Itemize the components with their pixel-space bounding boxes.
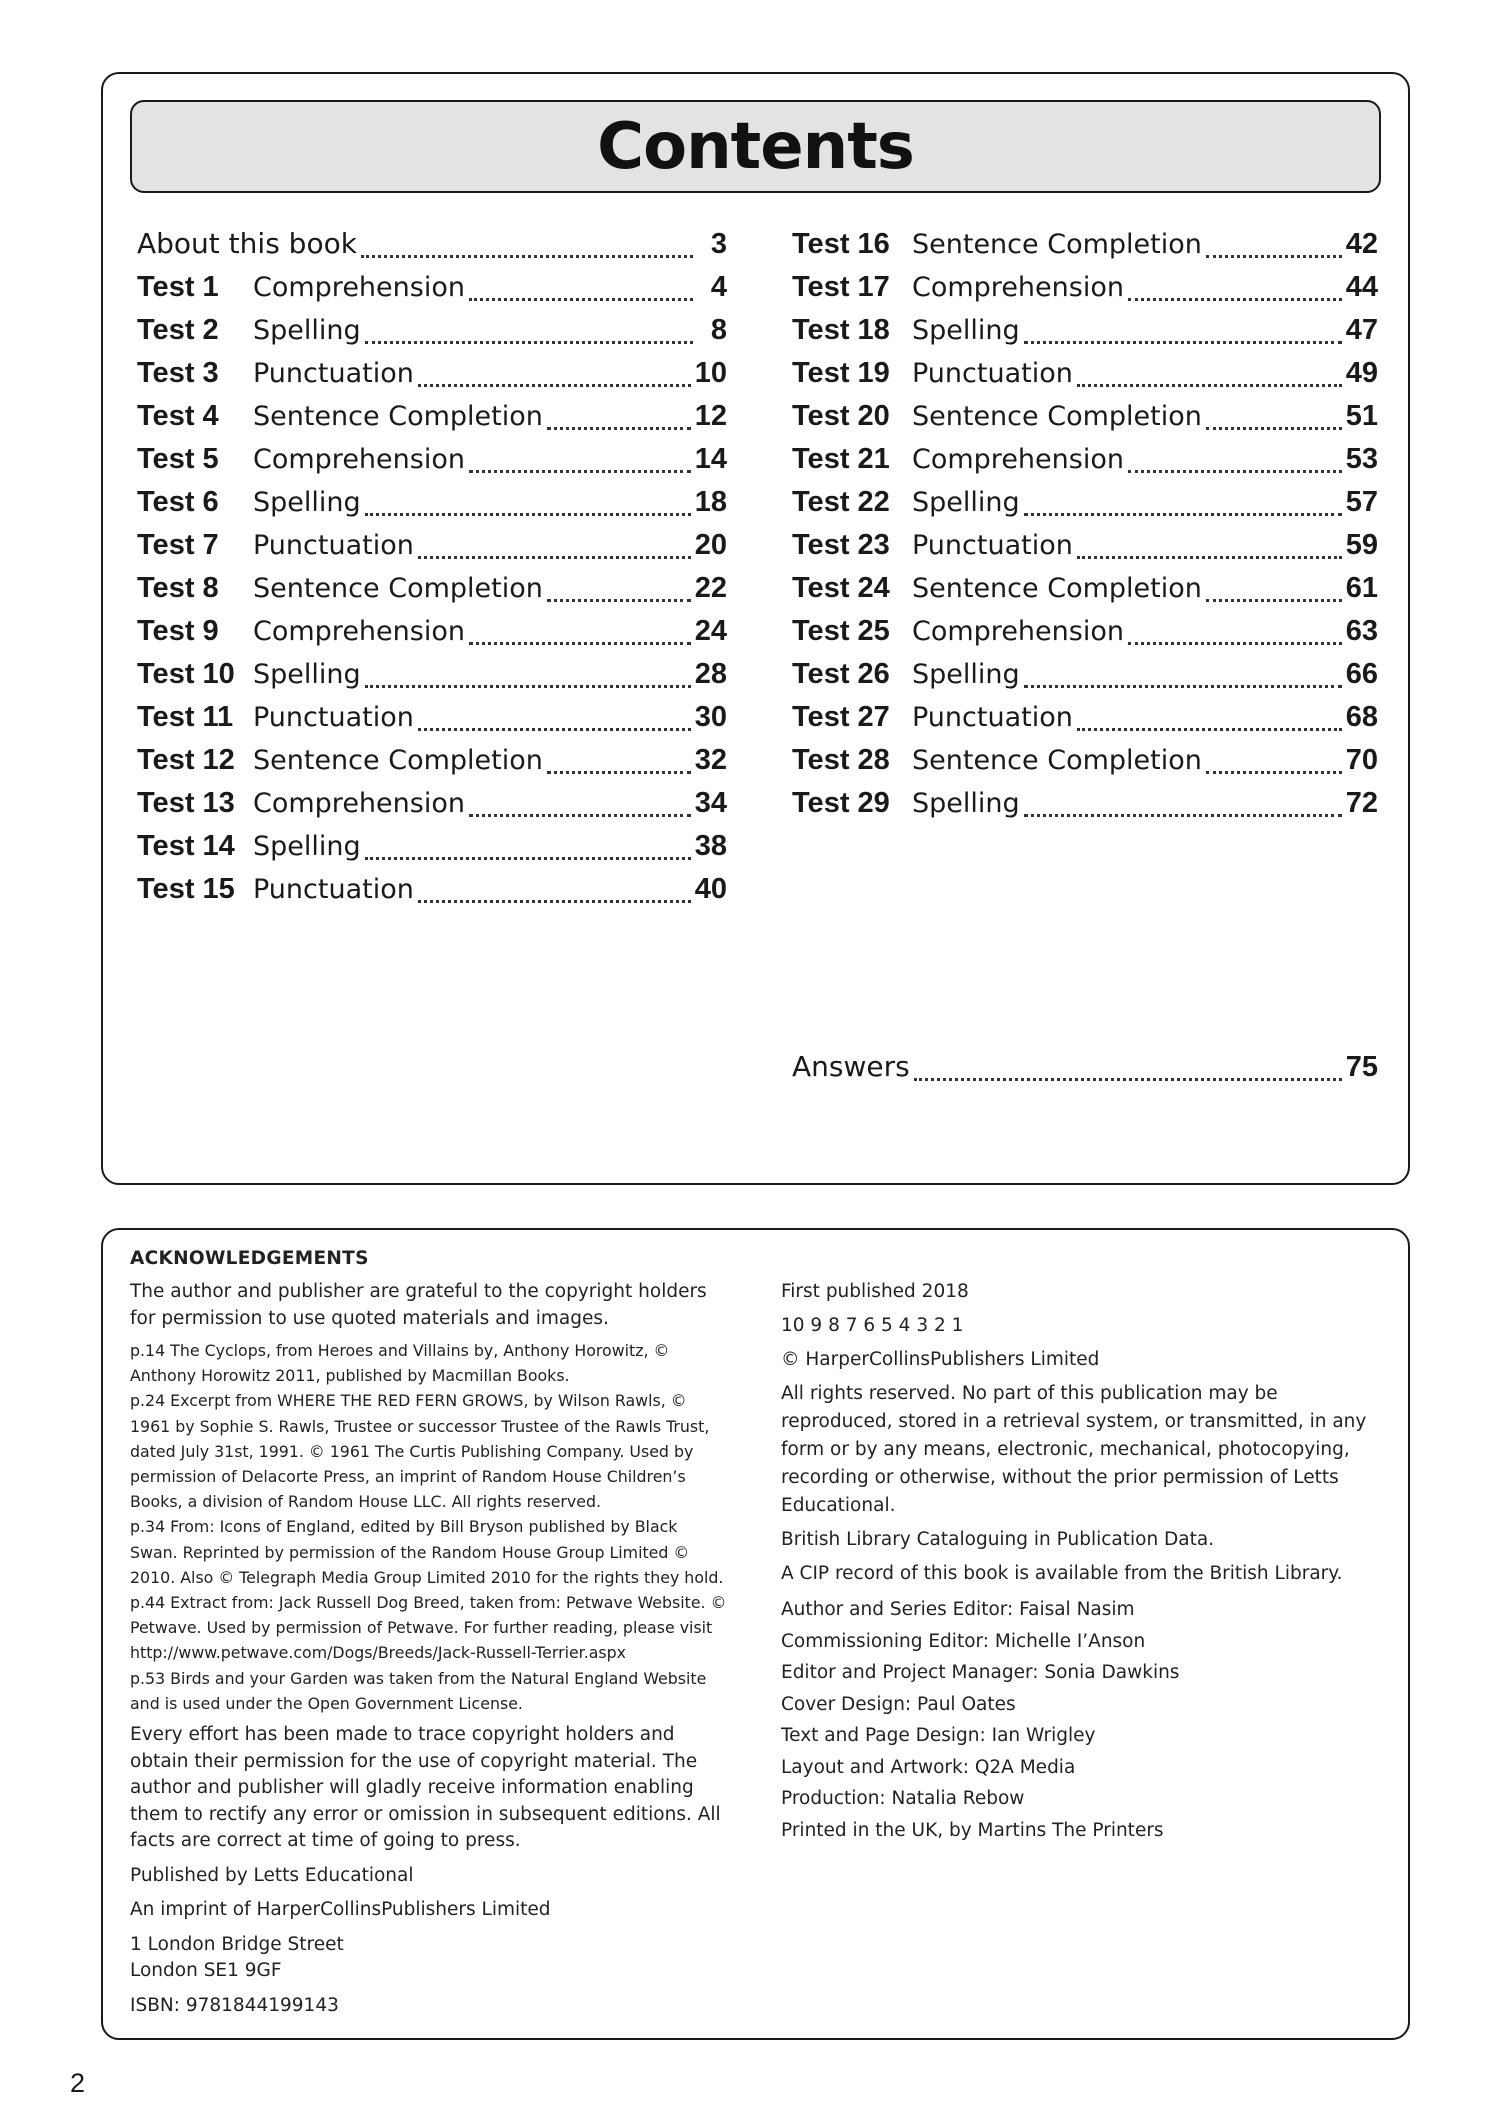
toc-item[interactable] [137, 869, 727, 909]
toc-test-number: Test 20 [792, 400, 890, 432]
toc-page-number: 3 [710, 228, 727, 260]
toc-leader-dots [469, 469, 691, 473]
toc-test-title: Comprehension [253, 788, 465, 819]
toc-page-number: 22 [694, 572, 727, 604]
toc-test-title: Comprehension [253, 444, 465, 475]
toc-leader-dots [547, 770, 691, 774]
first-published: First published 2018 [781, 1281, 969, 1302]
toc-item[interactable] [792, 568, 1378, 608]
toc-test-title: Punctuation [912, 702, 1073, 733]
acknowledgements-heading: ACKNOWLEDGEMENTS [130, 1248, 369, 1269]
toc-test-number: Test 21 [792, 443, 890, 475]
toc-item[interactable] [137, 826, 727, 866]
toc-page-number: 30 [694, 701, 727, 733]
toc-test-title: Punctuation [253, 874, 414, 905]
credit-item: p.24 Excerpt from WHERE THE RED FERN GROWS, by Wilson Rawls, © 1961 by Sophie S. Rawls, Trustee or successor Trustee of the Rawls Trust, dated July 31st, 1991. © 1961 The Curtis Publishing Company. Used by permission of Delacorte Press, an imprint of Random House Children’s Books, a division of Random House LLC. All rights reserved. [130, 1391, 710, 1512]
toc-test-number: Test 27 [792, 701, 890, 733]
toc-leader-dots [1077, 383, 1342, 387]
toc-item[interactable] [137, 267, 727, 307]
toc-test-number: Test 11 [137, 701, 234, 733]
toc-test-title: Spelling [912, 487, 1020, 518]
production-credit-line: Printed in the UK, by Martins The Printers [781, 1819, 1164, 1841]
production-credit-line: Cover Design: Paul Oates [781, 1693, 1016, 1715]
toc-test-number: Test 24 [792, 572, 890, 604]
toc-page-number: 32 [694, 744, 727, 776]
toc-test-title: Sentence Completion [253, 573, 543, 604]
toc-test-title: Comprehension [253, 616, 465, 647]
toc-test-number: Test 1 [137, 271, 219, 303]
credit-item: p.34 From: Icons of England, edited by Bill Bryson published by Black Swan. Reprinted by permission of the Random House Group Limited © 2010. Also © Telegraph Media Group Limited 2010 for the rights they hold. [130, 1517, 724, 1587]
toc-leader-dots [418, 727, 691, 731]
toc-item[interactable] [137, 482, 727, 522]
toc-page-number: 24 [694, 615, 727, 647]
toc-test-title: Punctuation [912, 358, 1073, 389]
toc-page-number: 40 [694, 873, 727, 905]
cataloguing-line: British Library Cataloguing in Publication Data. [781, 1529, 1215, 1550]
toc-test-number: Test 23 [792, 529, 890, 561]
isbn: ISBN: 9781844199143 [130, 1994, 339, 2016]
toc-leader-dots [547, 598, 691, 602]
toc-leader-dots [365, 340, 693, 344]
toc-leader-dots [365, 856, 691, 860]
toc-test-number: Test 19 [792, 357, 890, 389]
toc-item[interactable] [792, 310, 1378, 350]
toc-item[interactable] [137, 783, 727, 823]
toc-test-number: Test 4 [137, 400, 219, 432]
toc-test-title: Comprehension [912, 272, 1124, 303]
toc-leader-dots [1024, 684, 1342, 688]
effort-statement: Every effort has been made to trace copyright holders and obtain their permission for the use of copyright material. The author and publisher will gladly receive information enabling them to rectify any error or omission in subsequent editions. All facts are correct at time of going to press. [130, 1724, 721, 1852]
toc-leader-dots [361, 254, 693, 258]
toc-test-title: Punctuation [912, 530, 1073, 561]
toc-test-number: Test 13 [137, 787, 235, 819]
toc-item[interactable] [792, 396, 1378, 436]
toc-test-title: Sentence Completion [253, 745, 543, 776]
toc-page-number: 72 [1345, 787, 1378, 819]
toc-test-title: Spelling [253, 659, 361, 690]
imprint: An imprint of HarperCollinsPublishers Limited [130, 1899, 551, 1921]
production-credits [781, 1594, 1381, 1846]
toc-page-number: 12 [694, 400, 727, 432]
print-line: 10 9 8 7 6 5 4 3 2 1 [781, 1315, 964, 1336]
toc-test-number: Test 12 [137, 744, 235, 776]
toc-leader-dots [1077, 727, 1342, 731]
acknowledgements-left-column [130, 1248, 730, 2019]
credit-item: p.14 The Cyclops, from Heroes and Villains by, Anthony Horowitz, © Anthony Horowitz 2011, published by Macmillan Books. [130, 1341, 670, 1386]
acknowledgements-right-column [781, 1278, 1381, 1846]
toc-page-number: 53 [1345, 443, 1378, 475]
toc-test-number: Test 10 [137, 658, 235, 690]
toc-leader-dots [1024, 813, 1342, 817]
toc-page-number: 47 [1345, 314, 1378, 346]
toc-leader-dots [469, 813, 691, 817]
toc-item[interactable] [792, 482, 1378, 522]
toc-test-title: Sentence Completion [912, 573, 1202, 604]
toc-leader-dots [547, 426, 691, 430]
toc-item[interactable] [792, 224, 1378, 264]
toc-page-number: 59 [1345, 529, 1378, 561]
toc-test-title: Spelling [912, 659, 1020, 690]
page-title: Contents [597, 109, 914, 184]
toc-leader-dots [1024, 340, 1342, 344]
toc-leader-dots [365, 684, 691, 688]
toc-page-number: 57 [1345, 486, 1378, 518]
toc-item[interactable] [792, 611, 1378, 651]
toc-page-number: 61 [1345, 572, 1378, 604]
toc-item[interactable] [792, 783, 1378, 823]
toc-leader-dots [469, 641, 691, 645]
toc-test-number: Test 29 [792, 787, 890, 819]
toc-test-number: Test 16 [792, 228, 890, 260]
toc-item[interactable] [137, 396, 727, 436]
rights-statement: All rights reserved. No part of this publication may be reproduced, stored in a retrieval system, or transmitted, in any form or by any means, electronic, mechanical, photocopying, recording or otherwise, without the prior permission of Letts Educational. [781, 1383, 1367, 1516]
toc-item-answers[interactable] [792, 1047, 1378, 1087]
published-by: Published by Letts Educational [130, 1864, 414, 1886]
toc-item-about[interactable] [137, 224, 727, 264]
toc-test-title: Spelling [912, 315, 1020, 346]
toc-item-label: About this book [137, 227, 357, 260]
toc-test-title: Punctuation [253, 530, 414, 561]
copyright-line: © HarperCollinsPublishers Limited [781, 1349, 1100, 1370]
toc-page-number: 8 [710, 314, 727, 346]
toc-item[interactable] [137, 611, 727, 651]
toc-test-title: Sentence Completion [912, 401, 1202, 432]
acknowledgements-panel [101, 1228, 1410, 2040]
toc-item[interactable] [792, 267, 1378, 307]
toc-item[interactable] [137, 697, 727, 737]
toc-test-number: Test 17 [792, 271, 890, 303]
toc-item[interactable] [137, 740, 727, 780]
toc-page-number: 18 [694, 486, 727, 518]
toc-page-number: 34 [694, 787, 727, 819]
toc-leader-dots [469, 297, 693, 301]
toc-test-number: Test 3 [137, 357, 219, 389]
toc-page-number: 20 [694, 529, 727, 561]
toc-test-title: Sentence Completion [912, 229, 1202, 260]
toc-item[interactable] [792, 353, 1378, 393]
toc-page-number: 70 [1345, 744, 1378, 776]
toc-leader-dots [1024, 512, 1342, 516]
toc-test-number: Test 26 [792, 658, 890, 690]
toc-test-number: Test 25 [792, 615, 890, 647]
toc-test-number: Test 22 [792, 486, 890, 518]
toc-page-number: 44 [1345, 271, 1378, 303]
credit-item: p.44 Extract from: Jack Russell Dog Breed, taken from: Petwave Website. © Petwave. Used by permission of Petwave. For further reading, please visit http://www.petwave.com/Dogs/Breeds/Jack-Russell-Terrier.aspx [130, 1593, 727, 1663]
toc-item[interactable] [137, 568, 727, 608]
toc-item[interactable] [792, 740, 1378, 780]
toc-page-number: 38 [694, 830, 727, 862]
toc-item[interactable] [792, 654, 1378, 694]
toc-test-title: Comprehension [912, 616, 1124, 647]
toc-test-number: Test 2 [137, 314, 219, 346]
toc-test-title: Punctuation [253, 358, 414, 389]
toc-test-number: Test 28 [792, 744, 890, 776]
page-number: 2 [70, 2068, 86, 2098]
toc-leader-dots [418, 555, 691, 559]
toc-page-number: 75 [1345, 1051, 1378, 1083]
production-credit-line: Author and Series Editor: Faisal Nasim [781, 1599, 1135, 1620]
address-line: London SE1 9GF [130, 1960, 282, 1982]
toc-leader-dots [1206, 598, 1342, 602]
toc-test-title: Spelling [912, 788, 1020, 819]
toc-test-number: Test 8 [137, 572, 219, 604]
toc-leader-dots [1206, 426, 1342, 430]
toc-test-title: Spelling [253, 315, 361, 346]
toc-leader-dots [365, 512, 691, 516]
toc-test-number: Test 15 [137, 873, 235, 905]
toc-test-title: Comprehension [253, 272, 465, 303]
toc-leader-dots [1077, 555, 1342, 559]
toc-leader-dots [418, 383, 691, 387]
toc-item[interactable] [137, 439, 727, 479]
toc-page-number: 63 [1345, 615, 1378, 647]
toc-test-number: Test 9 [137, 615, 219, 647]
toc-page-number: 28 [694, 658, 727, 690]
toc-test-title: Sentence Completion [253, 401, 543, 432]
cip-line: A CIP record of this book is available from the British Library. [781, 1563, 1343, 1584]
production-credit-line: Layout and Artwork: Q2A Media [781, 1756, 1076, 1778]
production-credit-line: Editor and Project Manager: Sonia Dawkins [781, 1662, 1180, 1683]
toc-leader-dots [914, 1077, 1342, 1081]
production-credit-line: Text and Page Design: Ian Wrigley [781, 1725, 1096, 1746]
contents-panel [101, 72, 1410, 1185]
toc-test-title: Sentence Completion [912, 745, 1202, 776]
production-credit-line: Commissioning Editor: Michelle I’Anson [781, 1630, 1146, 1652]
production-credit-line: Production: Natalia Rebow [781, 1788, 1025, 1809]
toc-item-label: Answers [792, 1050, 910, 1083]
toc-leader-dots [418, 899, 691, 903]
toc-item[interactable] [137, 654, 727, 694]
toc-test-title: Punctuation [253, 702, 414, 733]
toc-page-number: 66 [1345, 658, 1378, 690]
toc-item[interactable] [137, 353, 727, 393]
toc-item[interactable] [792, 697, 1378, 737]
toc-leader-dots [1128, 641, 1342, 645]
toc-test-number: Test 7 [137, 529, 219, 561]
toc-item[interactable] [137, 310, 727, 350]
toc-page-number: 4 [710, 271, 727, 303]
toc-page-number: 68 [1345, 701, 1378, 733]
toc-item[interactable] [792, 439, 1378, 479]
toc-test-number: Test 18 [792, 314, 890, 346]
contents-title-bar [130, 100, 1381, 193]
acknowledgements-intro: The author and publisher are grateful to the copyright holders for permission to use quoted materials and images. [130, 1281, 707, 1329]
toc-page-number: 51 [1345, 400, 1378, 432]
toc-leader-dots [1128, 297, 1342, 301]
toc-leader-dots [1128, 469, 1342, 473]
toc-test-number: Test 5 [137, 443, 219, 475]
toc-page-number: 49 [1345, 357, 1378, 389]
toc-test-title: Comprehension [912, 444, 1124, 475]
credit-item: p.53 Birds and your Garden was taken from the Natural England Website and is used under the Open Government License. [130, 1668, 707, 1713]
address-line: 1 London Bridge Street [130, 1933, 344, 1955]
toc-test-number: Test 14 [137, 830, 235, 862]
toc-item[interactable] [792, 525, 1378, 565]
toc-page-number: 42 [1345, 228, 1378, 260]
toc-test-title: Spelling [253, 487, 361, 518]
toc-leader-dots [1206, 254, 1342, 258]
toc-item[interactable] [137, 525, 727, 565]
toc-leader-dots [1206, 770, 1342, 774]
toc-page-number: 14 [694, 443, 727, 475]
toc-test-number: Test 6 [137, 486, 219, 518]
toc-test-title: Spelling [253, 831, 361, 862]
toc-page-number: 10 [694, 357, 727, 389]
